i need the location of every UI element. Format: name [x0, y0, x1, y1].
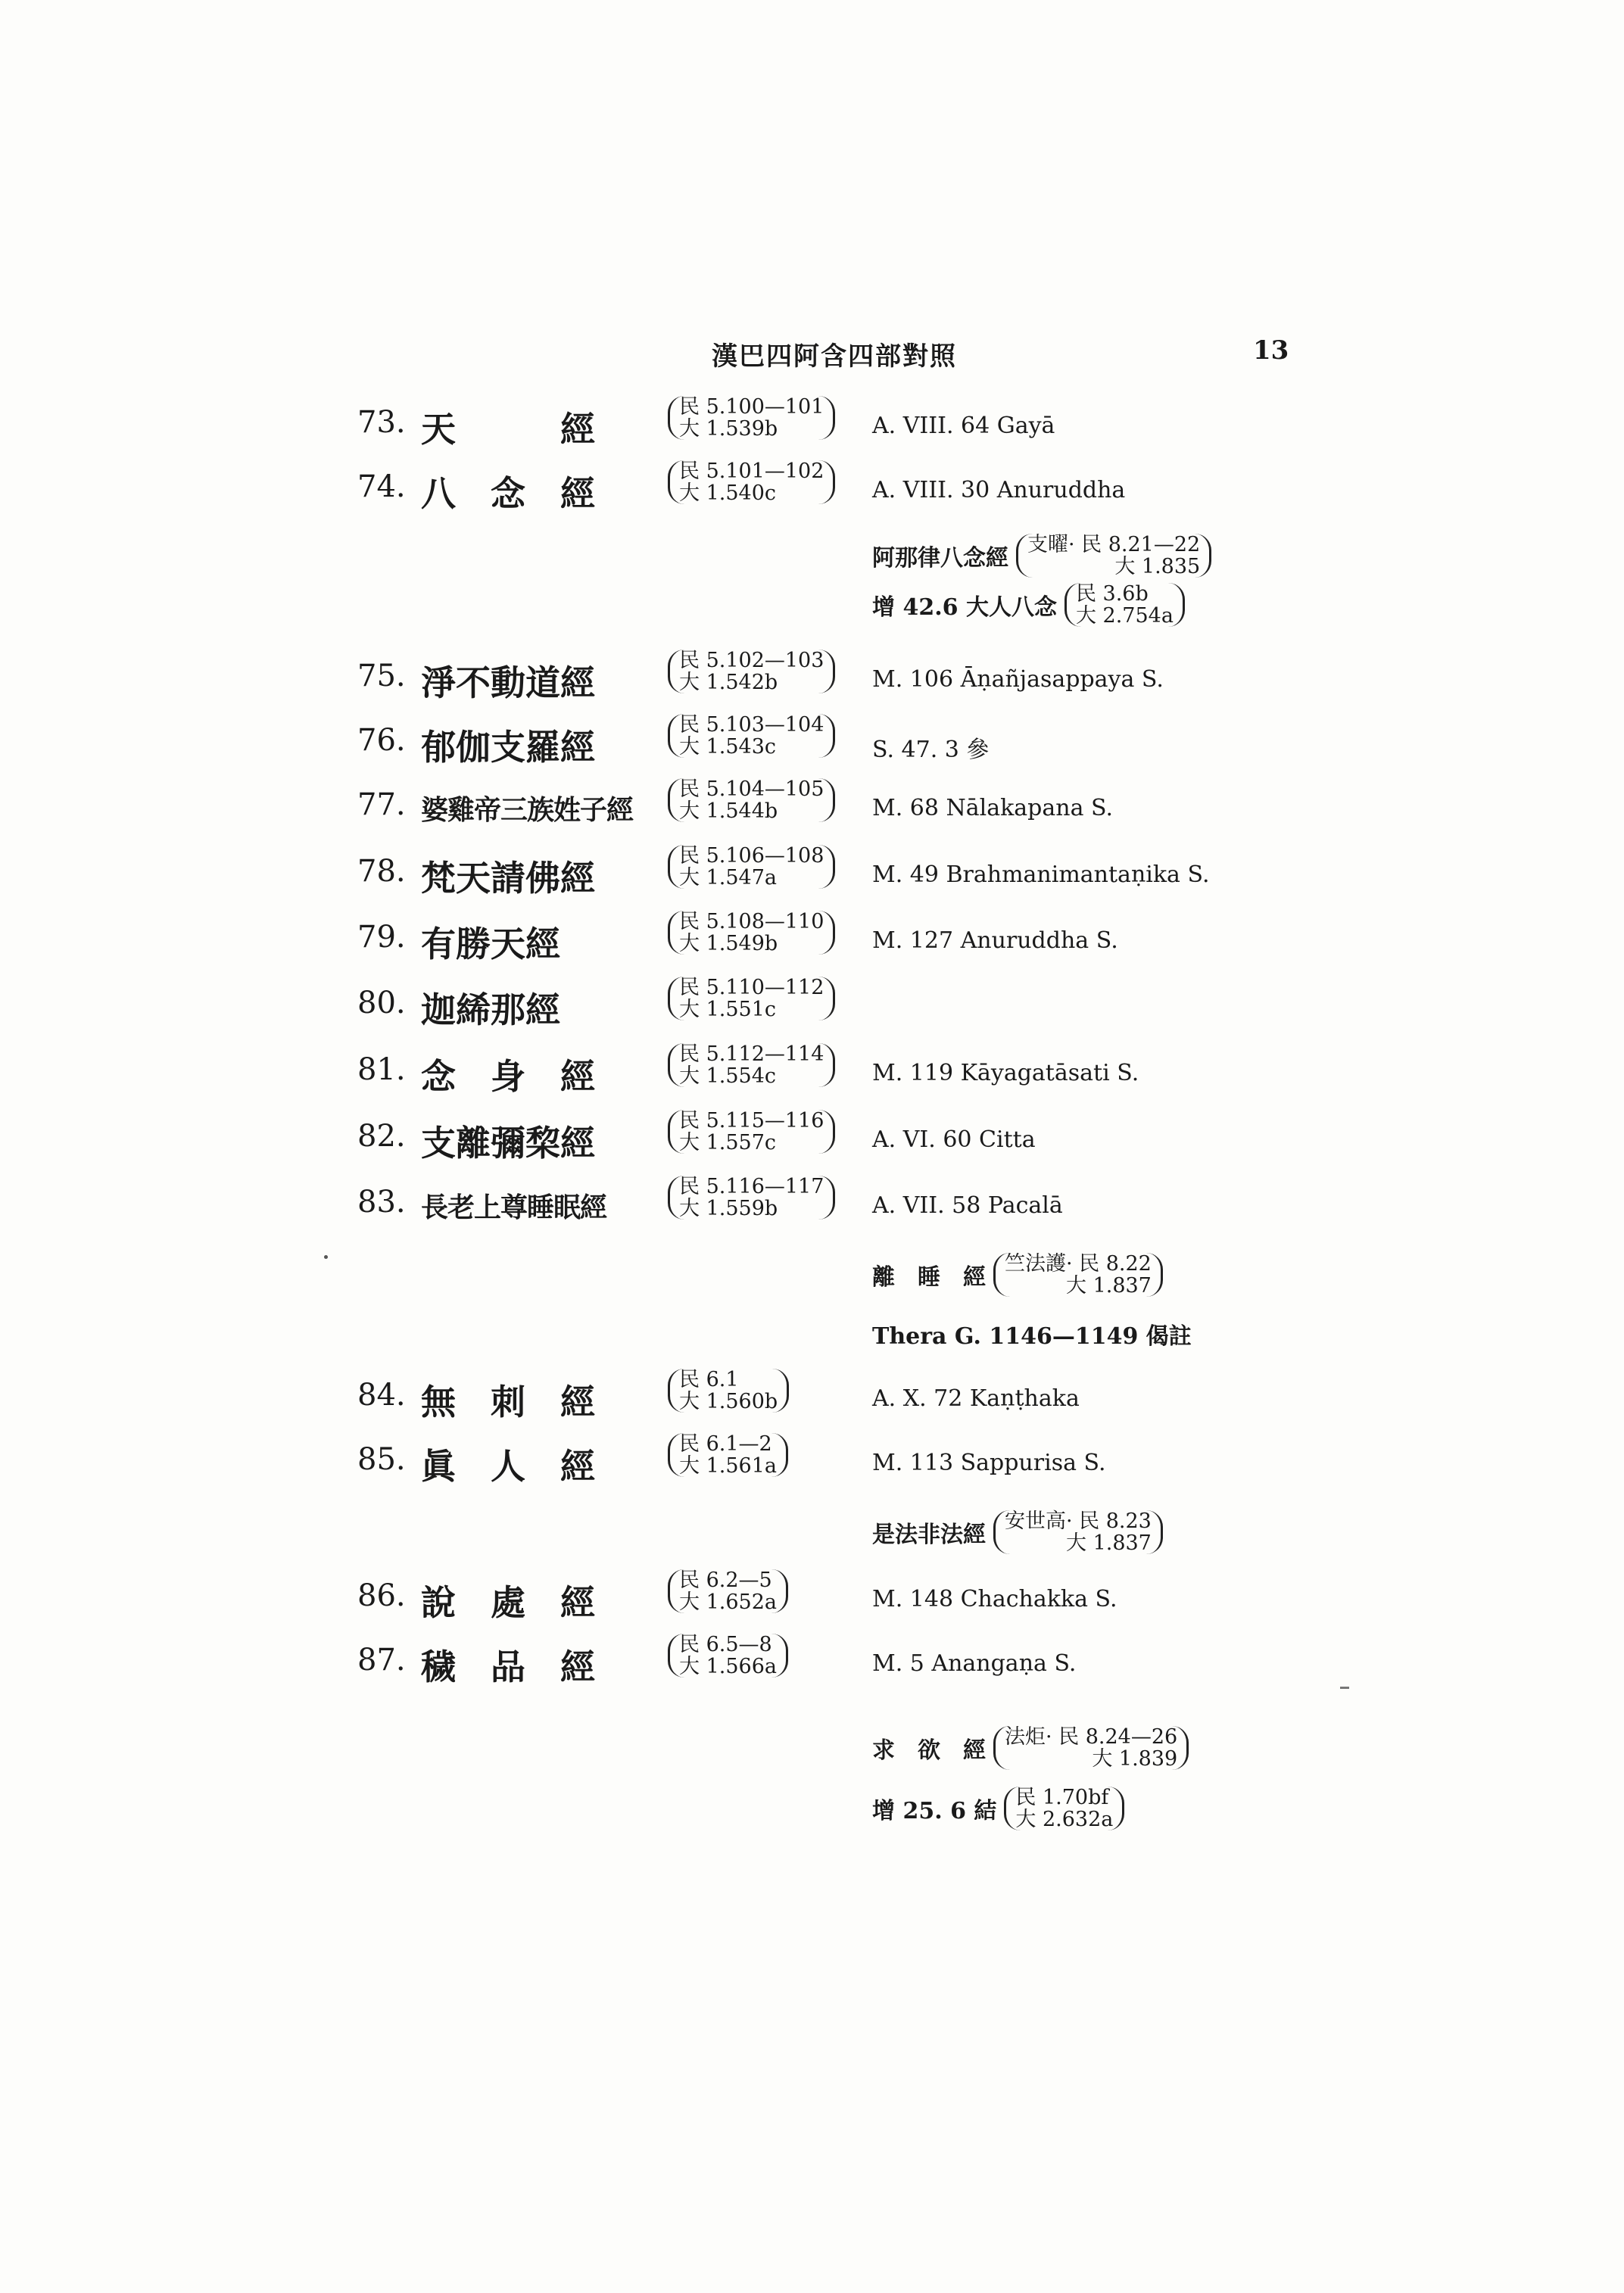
parallel-text-row: [872, 1787, 1124, 1830]
reference-line-2: 大 1.547a: [679, 866, 777, 889]
entry-number: 77.: [357, 787, 406, 822]
sutra-title: 八 念 經: [421, 473, 595, 514]
sutra-title: 淨不動道經: [421, 662, 595, 703]
reference-line-2: 大 1.549b: [679, 932, 778, 955]
sutra-title: 念 身 經: [421, 1056, 595, 1097]
chinese-canon-reference: [668, 778, 835, 822]
parallel-title: 離 睡 經: [872, 1264, 986, 1291]
reference-line-1: 民 1.70bf: [1015, 1786, 1109, 1809]
chinese-canon-reference: [668, 714, 835, 758]
parallel-title: 求 欲 經: [872, 1737, 986, 1764]
reference-line-1: 民 5.102—103: [679, 649, 824, 672]
reference-line-1: 民 6.1: [679, 1368, 739, 1391]
sutra-title: 梵天請佛經: [421, 858, 595, 899]
reference-line-2: 大 1.539b: [679, 417, 778, 441]
entry-number: 75.: [357, 659, 406, 693]
sutra-title: 迦絺那經: [421, 989, 560, 1030]
sutra-title: 郁伽支羅經: [421, 727, 595, 768]
reference-line-2: 大 1.560b: [679, 1390, 778, 1413]
chinese-canon-reference: [668, 1043, 835, 1087]
pali-parallel: A. VIII. 30 Anuruddha: [872, 477, 1126, 503]
pali-parallel: S. 47. 3 參: [872, 737, 990, 763]
reference-line-2: 大 1.559b: [679, 1197, 778, 1220]
page-header-title: 漢巴四阿含四部對照: [712, 341, 957, 372]
reference-line-1: 民 5.108—110: [679, 910, 824, 933]
reference-line-1: 民 6.1—2: [679, 1432, 772, 1456]
entry-number: 78.: [357, 854, 406, 889]
pali-parallel: M. 148 Chachakka S.: [872, 1586, 1117, 1612]
pali-parallel: M. 49 Brahmanimantaṇika S.: [872, 861, 1210, 888]
entry-number: 86.: [357, 1578, 406, 1613]
reference-line-2: 大 1.554c: [679, 1064, 776, 1088]
sutra-title: 婆雞帝三族姓子經: [421, 794, 634, 826]
entry-number: 82.: [357, 1119, 406, 1154]
reference-line-2: 大 1.839: [1092, 1747, 1178, 1771]
sutra-title: 說 處 經: [421, 1582, 595, 1623]
reference-line-2: 大 1.544b: [679, 799, 778, 823]
reference-line-1: 民 5.115—116: [679, 1109, 824, 1132]
reference-line-1: 民 5.112—114: [679, 1042, 824, 1066]
reference-line-1: 民 6.5—8: [679, 1633, 772, 1656]
sutra-title: 天 經: [421, 409, 595, 450]
chinese-canon-reference: [668, 460, 835, 504]
parallel-text-row: [872, 1726, 1189, 1770]
reference-line-2: 大 1.542b: [679, 671, 778, 694]
chinese-canon-reference: [668, 1110, 835, 1154]
entry-number: 85.: [357, 1442, 406, 1477]
reference-line-2: 大 2.632a: [1015, 1808, 1114, 1831]
page-number: 13: [1253, 335, 1289, 366]
reference-line-2: 大 2.754a: [1075, 604, 1174, 628]
reference-line-2: 大 1.551c: [679, 998, 776, 1021]
reference-line-2: 大 1.837: [1065, 1274, 1152, 1298]
reference-line-2: 大 1.566a: [679, 1655, 777, 1678]
sutra-title: 長老上尊睡眠經: [421, 1192, 607, 1223]
parallel-title: 阿那律八念經: [872, 545, 1008, 572]
pali-parallel: M. 5 Anangaṇa S.: [872, 1650, 1077, 1677]
entry-number: 81.: [357, 1052, 406, 1087]
reference-line-1: 法炬· 民 8.24—26: [1005, 1725, 1178, 1749]
entry-number: 73.: [357, 405, 406, 440]
parallel-title: Thera G. 1146—1149 偈註: [872, 1323, 1192, 1350]
chinese-canon-reference: [668, 911, 835, 955]
parallel-text-row: [872, 1253, 1163, 1297]
sutra-title: 無 刺 經: [421, 1382, 595, 1422]
sutra-title: 眞 人 經: [421, 1446, 595, 1487]
reference-line-1: 民 6.2—5: [679, 1569, 772, 1592]
sutra-title: 支離彌棃經: [421, 1123, 595, 1164]
chinese-canon-reference: [668, 845, 835, 889]
chinese-canon-reference: [668, 1369, 789, 1413]
reference-line-1: 民 5.110—112: [679, 976, 824, 999]
pali-parallel: M. 113 Sappurisa S.: [872, 1450, 1106, 1476]
parallel-reference: [1004, 1787, 1124, 1830]
chinese-canon-reference: [668, 1176, 835, 1220]
reference-line-1: 民 5.104—105: [679, 777, 824, 801]
pali-parallel: M. 127 Anuruddha S.: [872, 927, 1118, 954]
sutra-title: 有勝天經: [421, 924, 560, 964]
reference-line-2: 大 1.652a: [679, 1590, 777, 1614]
parallel-text-row: [872, 534, 1211, 578]
parallel-title: 增 42.6 大人八念: [872, 594, 1057, 621]
chinese-canon-reference: [668, 650, 835, 693]
parallel-text-row: [872, 583, 1185, 627]
chinese-canon-reference: [668, 1569, 788, 1613]
reference-line-2: 大 1.561a: [679, 1454, 777, 1478]
pali-parallel: A. VII. 58 Pacalā: [872, 1192, 1063, 1219]
reference-line-2: 大 1.835: [1114, 555, 1201, 578]
pali-parallel: A. VI. 60 Citta: [872, 1126, 1036, 1153]
reference-line-1: 安世高· 民 8.23: [1005, 1509, 1152, 1533]
entry-number: 87.: [357, 1643, 406, 1678]
parallel-reference: [993, 1253, 1163, 1297]
entry-number: 84.: [357, 1378, 406, 1413]
reference-line-1: 民 5.106—108: [679, 844, 824, 868]
reference-line-2: 大 1.837: [1065, 1531, 1152, 1555]
pali-parallel: M. 68 Nālakapana S.: [872, 795, 1114, 821]
reference-line-1: 民 5.116—117: [679, 1175, 824, 1198]
scan-speck: [324, 1255, 328, 1259]
parallel-title: 增 25. 6 結: [872, 1798, 997, 1824]
parallel-reference: [1016, 534, 1211, 578]
pali-parallel: A. VIII. 64 Gayā: [872, 413, 1055, 439]
chinese-canon-reference: [668, 1634, 788, 1678]
entry-number: 74.: [357, 469, 406, 504]
entry-number: 83.: [357, 1185, 406, 1220]
reference-line-1: 民 5.100—101: [679, 395, 824, 419]
sutra-title: 穢 品 經: [421, 1647, 595, 1687]
pali-parallel: A. X. 72 Kaṇṭhaka: [872, 1385, 1080, 1412]
parallel-title: 是法非法經: [872, 1522, 986, 1548]
pali-parallel: M. 119 Kāyagatāsati S.: [872, 1060, 1139, 1086]
parallel-reference: [1064, 583, 1185, 627]
chinese-canon-reference: [668, 396, 835, 440]
reference-line-1: 竺法護· 民 8.22: [1005, 1252, 1152, 1276]
parallel-reference: [993, 1726, 1189, 1770]
entry-number: 79.: [357, 920, 406, 955]
pali-parallel: M. 106 Āṇañjasappaya S.: [872, 666, 1164, 693]
entry-number: 76.: [357, 723, 406, 758]
reference-line-1: 支曜· 民 8.21—22: [1027, 533, 1201, 556]
scan-mark: [1340, 1687, 1349, 1689]
parallel-text-row: [872, 1317, 1192, 1351]
reference-line-1: 民 5.101—102: [679, 460, 824, 483]
reference-line-1: 民 3.6b: [1075, 582, 1149, 606]
entry-number: 80.: [357, 986, 406, 1020]
parallel-text-row: [872, 1510, 1163, 1554]
chinese-canon-reference: [668, 1433, 788, 1477]
reference-line-2: 大 1.540c: [679, 481, 776, 505]
reference-line-2: 大 1.557c: [679, 1131, 776, 1154]
reference-line-1: 民 5.103—104: [679, 713, 824, 737]
parallel-reference: [993, 1510, 1163, 1554]
reference-line-2: 大 1.543c: [679, 735, 776, 759]
chinese-canon-reference: [668, 977, 835, 1020]
